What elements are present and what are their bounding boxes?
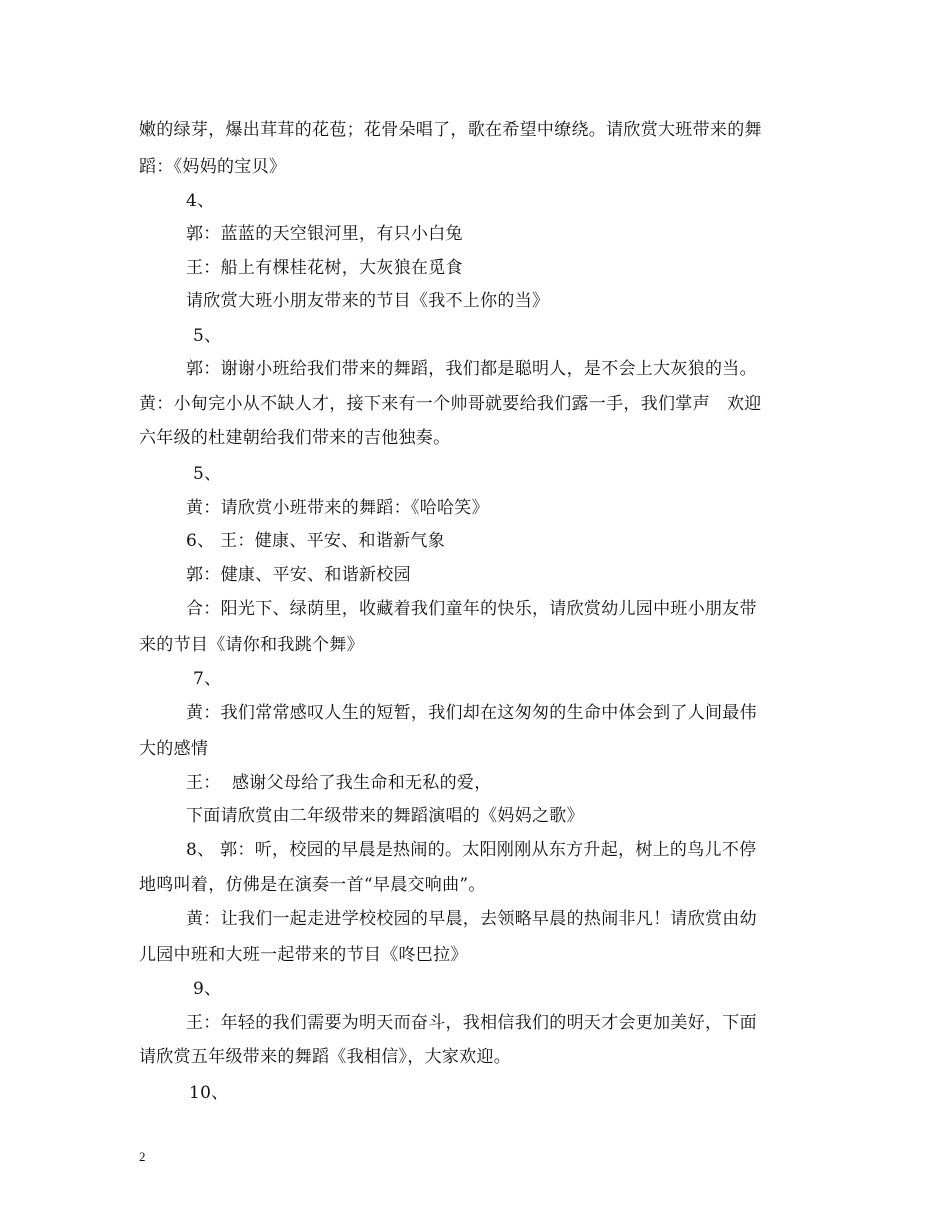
text-line: 六年级的杜建朝给我们带来的吉他独奏。 xyxy=(139,428,451,448)
section-number: 5、 xyxy=(193,326,222,346)
text-line: 郭：蓝蓝的天空银河里，有只小白兔 xyxy=(186,224,463,244)
text-line: 6、 王：健康、平安、和谐新气象 xyxy=(186,531,446,551)
text-line: 蹈：《妈妈的宝贝》 xyxy=(139,157,287,177)
section-number: 4、 xyxy=(186,191,215,211)
text-line: 王： 感谢父母给了我生命和无私的爱， xyxy=(186,773,492,793)
section-number: 5、 xyxy=(193,464,222,484)
text-line: 黄：让我们一起走进学校校园的早晨，去领略早晨的热闹非凡！请欣赏由幼 xyxy=(186,909,757,929)
text-line: 郭：健康、平安、和谐新校园 xyxy=(186,565,411,585)
text-line: 来的节目《请你和我跳个舞》 xyxy=(139,635,364,655)
section-number: 10、 xyxy=(189,1083,229,1103)
text-line: 王：船上有棵桂花树，大灰狼在觅食 xyxy=(186,258,463,278)
section-number: 9、 xyxy=(193,979,222,999)
text-line: 地鸣叫着，仿佛是在演奏一首“早晨交响曲”。 xyxy=(139,875,486,895)
text-line: 请欣赏大班小朋友带来的节目《我不上你的当》 xyxy=(186,291,550,311)
section-number: 7、 xyxy=(193,669,222,689)
text-line: 大的感情 xyxy=(139,739,209,759)
text-line: 王：年轻的我们需要为明天而奋斗，我相信我们的明天才会更加美好，下面 xyxy=(186,1013,757,1033)
text-line: 合：阳光下、绿荫里，收藏着我们童年的快乐，请欣赏幼儿园中班小朋友带 xyxy=(186,599,757,619)
text-line: 黄：我们常常感叹人生的短暂，我们却在这匆匆的生命中体会到了人间最伟 xyxy=(186,703,757,723)
text-line: 嫩的绿芽，爆出茸茸的花苞；花骨朵唱了，歌在希望中缭绕。请欣赏大班带来的舞 xyxy=(139,120,762,140)
text-line: 黄：请欣赏小班带来的舞蹈：《哈哈笑》 xyxy=(186,498,489,518)
text-line: 下面请欣赏由二年级带来的舞蹈演唱的《妈妈之歌》 xyxy=(186,806,584,826)
text-line: 黄：小甸完小从不缺人才，接下来有一个帅哥就要给我们露一手，我们掌声 欢迎 xyxy=(139,394,762,414)
text-line: 儿园中班和大班一起带来的节目《咚巴拉》 xyxy=(139,945,468,965)
text-line: 8、 郭：听，校园的早晨是热闹的。太阳刚刚从东方升起，树上的鸟儿不停 xyxy=(186,840,757,860)
text-line: 郭：谢谢小班给我们带来的舞蹈，我们都是聪明人，是不会上大灰狼的当。 xyxy=(186,359,757,379)
text-line: 请欣赏五年级带来的舞蹈《我相信》，大家欢迎。 xyxy=(139,1047,512,1067)
page-number: 2 xyxy=(139,1149,146,1164)
